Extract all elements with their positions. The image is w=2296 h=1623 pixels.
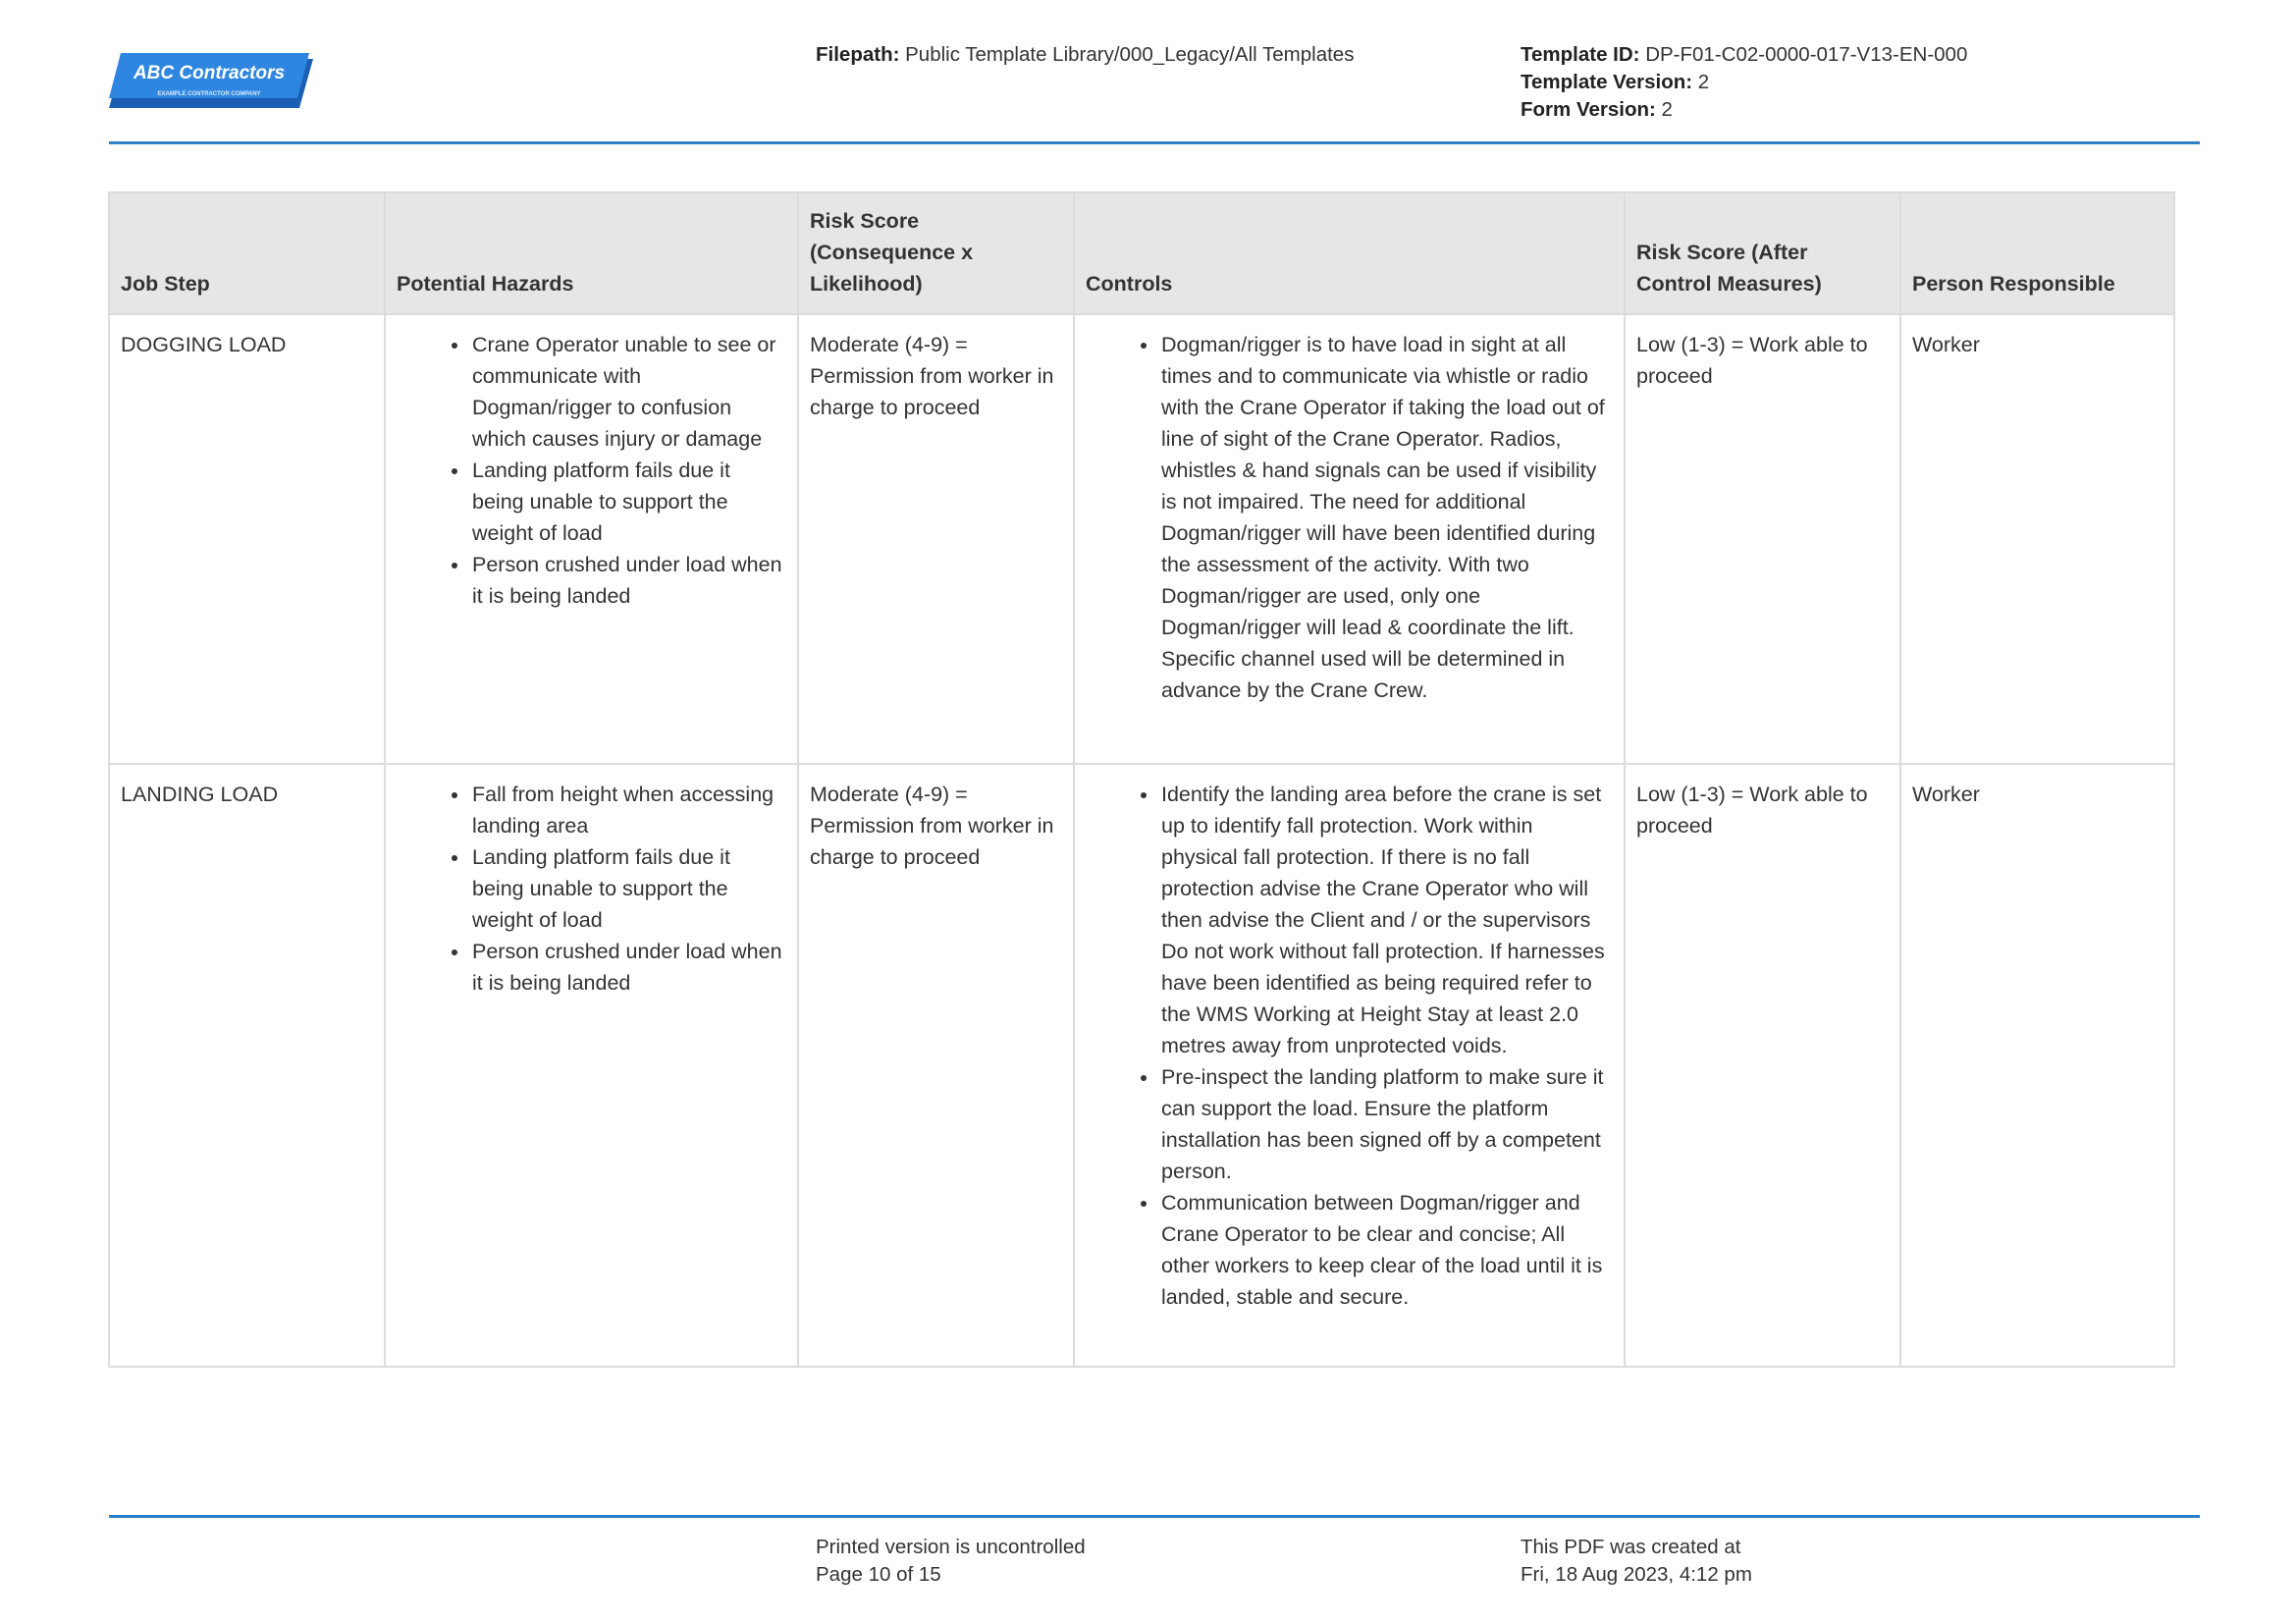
hazards-cell	[385, 764, 798, 1367]
hazards-list	[397, 329, 786, 612]
table-row	[109, 764, 2174, 1367]
controls-list	[1086, 779, 1613, 1313]
template-version-label: Template Version:	[1521, 71, 1693, 93]
template-version-value: 2	[1697, 71, 1710, 93]
control-item: • Communication between Dogman/rigger and Crane Operator to be clear and concise; All other workers to keep clear of the load until it is landed, stable and secure.	[1159, 1187, 1613, 1313]
controls-list	[1086, 329, 1613, 706]
risk-after-cell: Low (1-3) = Work able to proceed	[1625, 764, 1900, 1367]
control-item: • Pre-inspect the landing platform to make sure it can support the load. Ensure the platform installation has been signed off by a competent person.	[1159, 1061, 1613, 1187]
table-row	[109, 314, 2174, 764]
hazard-item: • Landing platform fails due it being unable to support the weight of load	[470, 455, 786, 549]
template-version-row	[1521, 69, 1967, 96]
risk-after-cell: Low (1-3) = Work able to proceed	[1625, 314, 1900, 764]
col-header-person: Person Responsible	[1900, 192, 2174, 314]
controls-cell	[1074, 764, 1625, 1367]
col-header-hazards: Potential Hazards	[385, 192, 798, 314]
footer-print-info	[816, 1534, 1086, 1589]
table-header-row	[109, 192, 2174, 314]
header-divider	[109, 141, 2200, 144]
col-header-risk-after	[1625, 192, 1900, 314]
template-meta	[1521, 41, 1967, 124]
hazard-item: • Person crushed under load when it is being landed	[470, 936, 786, 999]
filepath	[816, 41, 1354, 69]
uncontrolled-notice: Printed version is uncontrolled	[816, 1536, 1086, 1558]
col-header-risk-score	[798, 192, 1074, 314]
risk-score-cell: Moderate (4-9) = Permission from worker in charge to proceed	[798, 314, 1074, 764]
job-step-cell: DOGGING LOAD	[109, 314, 385, 764]
template-id-row	[1521, 41, 1967, 69]
company-logo	[109, 53, 315, 112]
risk-header-line3: Likelihood)	[810, 272, 923, 296]
template-id-value: DP-F01-C02-0000-017-V13-EN-000	[1645, 43, 1968, 66]
logo-name: ABC Contractors	[133, 63, 286, 83]
footer-created-info	[1521, 1534, 1752, 1589]
footer-divider	[109, 1515, 2200, 1518]
hazard-item: • Crane Operator unable to see or communicate with Dogman/rigger to confusion which causes injury or damage	[470, 329, 786, 455]
person-responsible-cell: Worker	[1900, 314, 2174, 764]
risk-header-line1: Risk Score	[810, 209, 920, 233]
created-label: This PDF was created at	[1521, 1536, 1741, 1558]
created-timestamp: Fri, 18 Aug 2023, 4:12 pm	[1521, 1563, 1752, 1586]
form-version-label: Form Version:	[1521, 98, 1656, 121]
hazards-list	[397, 779, 786, 999]
filepath-value: Public Template Library/000_Legacy/All Templates	[905, 43, 1355, 66]
person-responsible-cell: Worker	[1900, 764, 2174, 1367]
form-version-value: 2	[1661, 98, 1673, 121]
filepath-label: Filepath:	[816, 43, 900, 66]
risk-after-header-line1: Risk Score (After	[1636, 241, 1808, 264]
risk-score-cell: Moderate (4-9) = Permission from worker in charge to proceed	[798, 764, 1074, 1367]
template-id-label: Template ID:	[1521, 43, 1640, 66]
hazard-item: • Landing platform fails due it being unable to support the weight of load	[470, 841, 786, 936]
job-step-cell: LANDING LOAD	[109, 764, 385, 1367]
hazard-item: • Fall from height when accessing landing area	[470, 779, 786, 841]
col-header-controls: Controls	[1074, 192, 1625, 314]
col-header-job-step: Job Step	[109, 192, 385, 314]
control-item: • Dogman/rigger is to have load in sight at all times and to communicate via whistle or radio with the Crane Operator if taking the load out of line of sight of the Crane Operator. Radios, whistles & hand signals can be used if visibility is not impaired. The need for additional Dogman/rigger will have been identified during the assessment of the activity. With two Dogman/rigger are used, only one Dogman/rigger will lead & coordinate the lift. Specific channel used will be determined in advance by the Crane Crew.	[1159, 329, 1613, 706]
hazards-cell	[385, 314, 798, 764]
hazard-item: • Person crushed under load when it is being landed	[470, 549, 786, 612]
risk-after-header-line2: Control Measures)	[1636, 272, 1822, 296]
controls-cell	[1074, 314, 1625, 764]
logo-tagline: EXAMPLE CONTRACTOR COMPANY	[157, 91, 261, 97]
page-number: Page 10 of 15	[816, 1563, 941, 1586]
form-version-row	[1521, 96, 1967, 124]
logo-graphic	[109, 53, 315, 112]
control-item: • Identify the landing area before the crane is set up to identify fall protection. Work within physical fall protection. If there is no fall protection advise the Crane Operator who will then advise the Client and / or the supervisors Do not work without fall protection. If harnesses have been identified as being required refer to the WMS Working at Height Stay at least 2.0 metres away from unprotected voids.	[1159, 779, 1613, 1061]
hazard-table	[108, 191, 2175, 1368]
risk-header-line2: (Consequence x	[810, 241, 974, 264]
